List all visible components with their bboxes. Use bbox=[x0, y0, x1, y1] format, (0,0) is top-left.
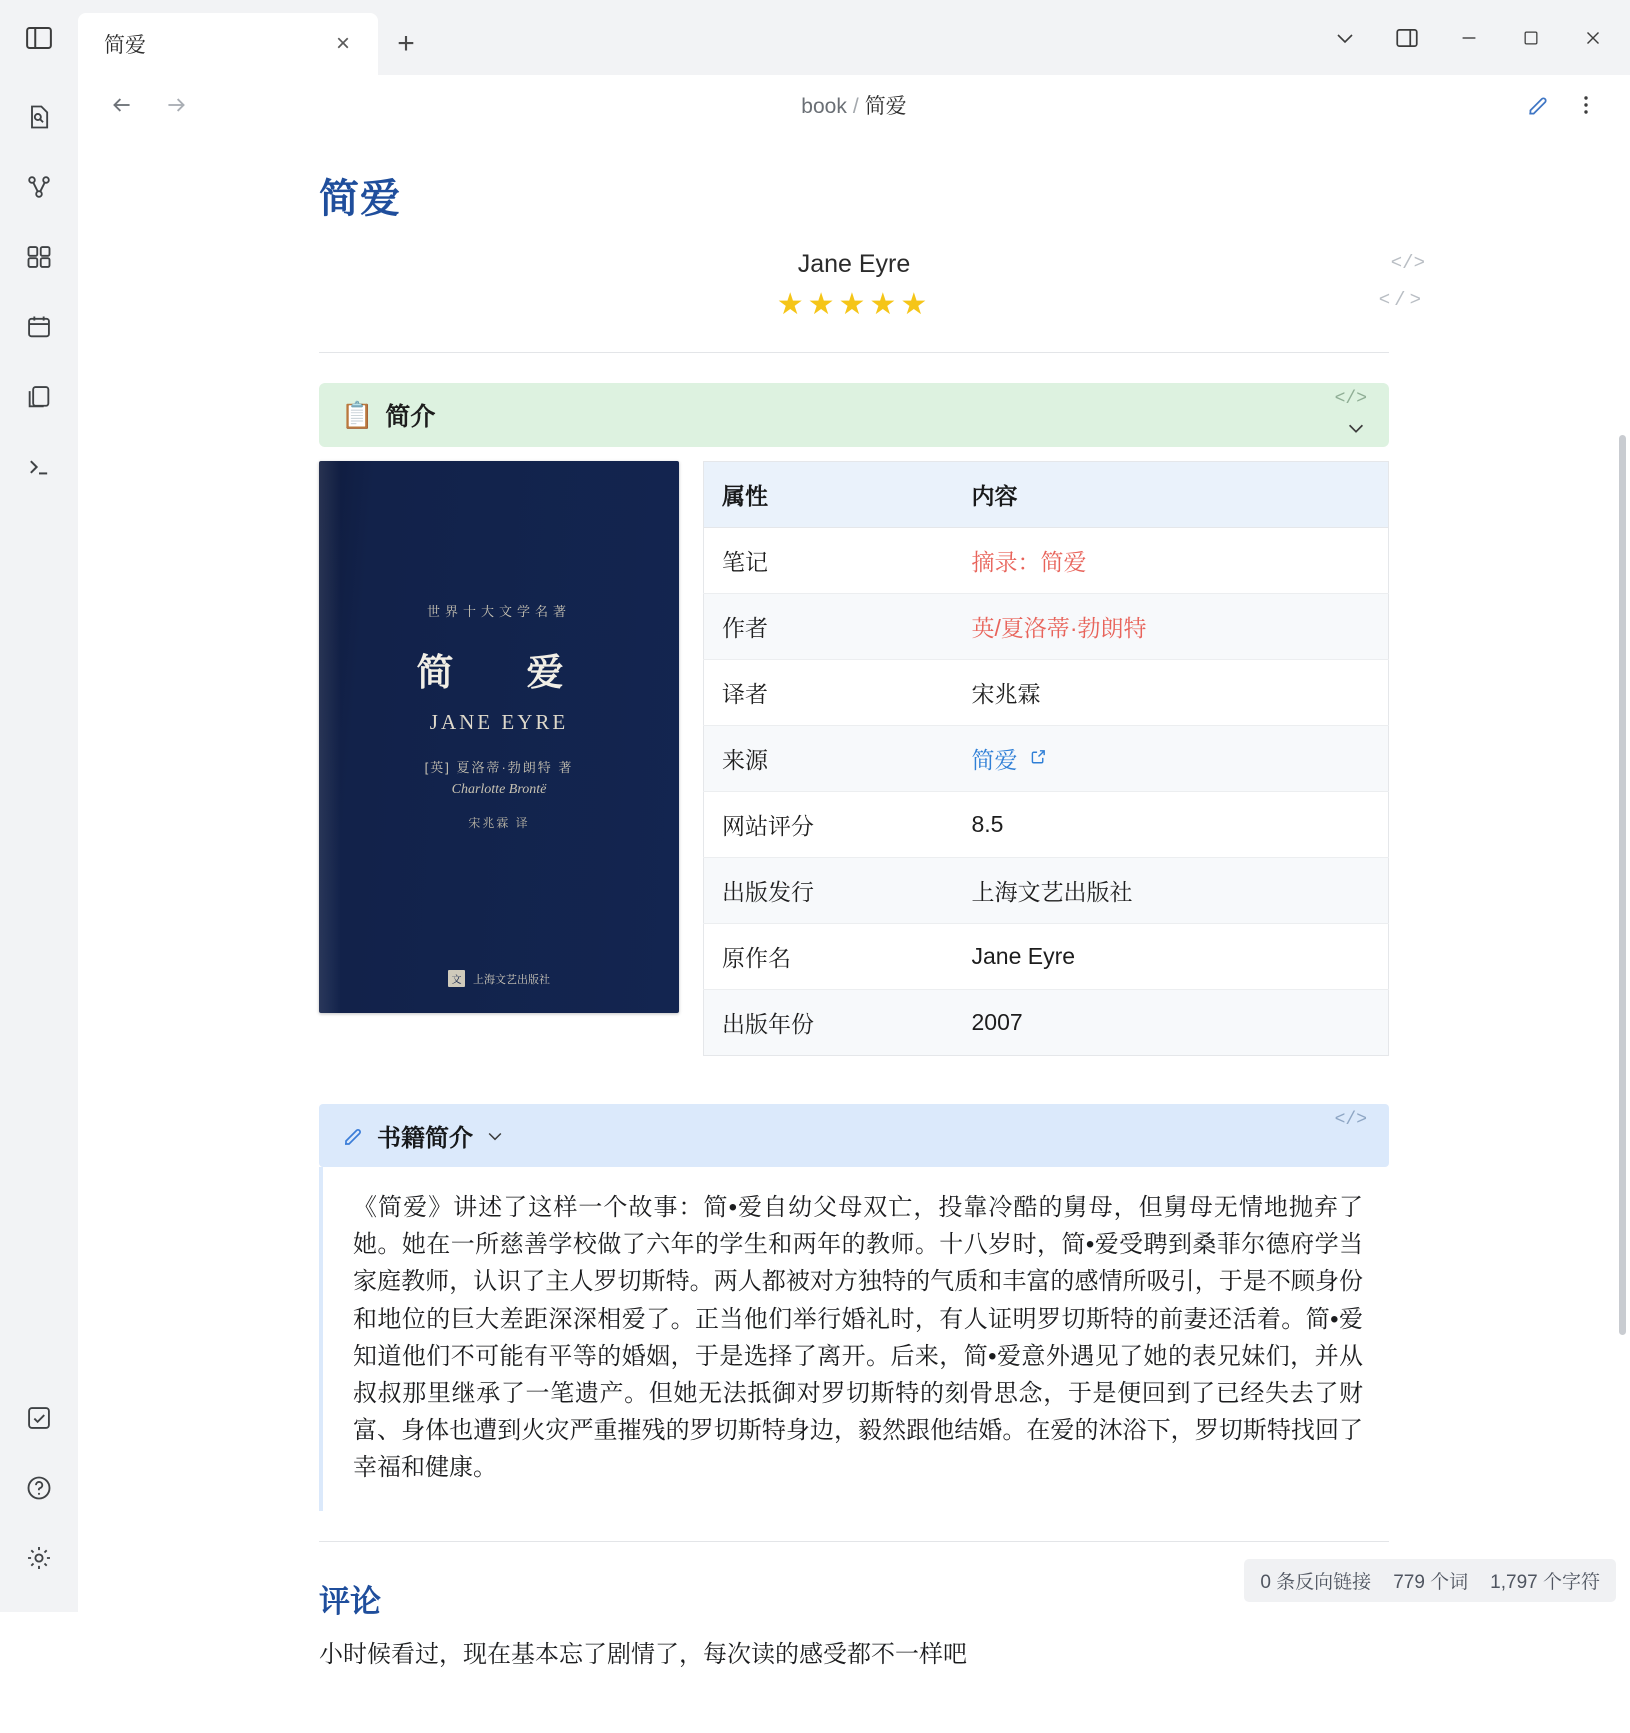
plus-icon[interactable]: + bbox=[397, 27, 415, 60]
forward-button[interactable] bbox=[154, 83, 198, 127]
table-row bbox=[704, 726, 1389, 792]
note-link[interactable]: 摘录：简爱 bbox=[971, 549, 1087, 575]
document-scroll-area[interactable] bbox=[78, 135, 1630, 1733]
layout-panel-icon[interactable] bbox=[1376, 7, 1438, 69]
tab-jane-eyre[interactable] bbox=[78, 13, 378, 75]
table-row bbox=[704, 924, 1389, 990]
document bbox=[289, 135, 1425, 1733]
sidebar-toggle-button[interactable] bbox=[0, 0, 78, 75]
comments-title: 评论 bbox=[319, 1583, 381, 1619]
more-options-icon[interactable] bbox=[1564, 83, 1608, 127]
cover-author-cn: [英] 夏洛蒂·勃朗特 著 bbox=[424, 760, 574, 775]
table-cell-value bbox=[954, 726, 1389, 792]
table-cell-value: 2007 bbox=[971, 1009, 1023, 1035]
window-controls bbox=[1314, 0, 1630, 75]
status-bar bbox=[1244, 1559, 1616, 1602]
pencil-icon bbox=[341, 1124, 365, 1148]
back-button[interactable] bbox=[100, 83, 144, 127]
table-row bbox=[704, 528, 1389, 594]
subtitle-line bbox=[319, 250, 1425, 279]
settings-icon[interactable] bbox=[11, 1530, 67, 1586]
table-cell-key: 笔记 bbox=[704, 528, 954, 594]
comment-item: 小时候看过，现在基本忘了剧情了，每次读的感受都不一样吧 bbox=[319, 1640, 967, 1668]
table-header-row bbox=[704, 462, 1389, 528]
calendar-icon[interactable] bbox=[11, 299, 67, 355]
documents-icon[interactable] bbox=[11, 369, 67, 425]
code-block-tag[interactable]: </> bbox=[1390, 252, 1425, 274]
book-info-row bbox=[319, 461, 1389, 1056]
terminal-icon[interactable] bbox=[11, 439, 67, 495]
cover-title-en: JANE EYRE bbox=[429, 710, 569, 734]
table-row bbox=[704, 594, 1389, 660]
table-cell-value: Jane Eyre bbox=[954, 924, 1389, 990]
subtitle: Jane Eyre bbox=[797, 250, 911, 278]
callout-desc-title: 书籍简介 bbox=[377, 1125, 473, 1152]
graph-icon[interactable] bbox=[11, 159, 67, 215]
publisher-mark-icon: 文 bbox=[448, 970, 465, 987]
close-icon[interactable]: × bbox=[335, 30, 350, 57]
breadcrumb-current[interactable]: 简爱 bbox=[864, 95, 907, 118]
callout-book-description[interactable] bbox=[319, 1104, 1389, 1167]
author-link[interactable]: 英/夏洛蒂·勃朗特 bbox=[971, 615, 1147, 641]
divider-2 bbox=[319, 1541, 1389, 1542]
clipboard-icon: 📋 bbox=[341, 399, 374, 430]
table-cell-value: 上海文艺出版社 bbox=[954, 858, 1389, 924]
page-title: 简爱 bbox=[319, 177, 401, 221]
cover-author-en: Charlotte Brontë bbox=[451, 782, 547, 797]
cover-title-cn: 简 爱 bbox=[416, 653, 582, 694]
table-cell-key: 译者 bbox=[704, 660, 954, 726]
char-count: 1,797 个字符 bbox=[1490, 1572, 1600, 1593]
tab-strip bbox=[78, 0, 434, 75]
table-cell-key: 网站评分 bbox=[704, 792, 954, 858]
help-icon[interactable] bbox=[11, 1460, 67, 1516]
cover-publisher-name: 上海文艺出版社 bbox=[473, 973, 550, 986]
document-header bbox=[78, 75, 1630, 135]
stars-glyphs: ★★★★★ bbox=[776, 288, 932, 321]
metadata-table bbox=[703, 461, 1389, 1056]
breadcrumb-parent[interactable]: book bbox=[801, 95, 847, 118]
code-block-tag-3[interactable]: </> bbox=[1334, 389, 1367, 409]
edit-icon[interactable] bbox=[1516, 83, 1560, 127]
main-content bbox=[78, 75, 1630, 1668]
external-link-icon[interactable] bbox=[1030, 748, 1047, 770]
table-cell-value: 宋兆霖 bbox=[954, 660, 1389, 726]
callout-intro[interactable] bbox=[319, 383, 1389, 447]
title-bar bbox=[0, 0, 1630, 75]
backlinks-count[interactable]: 0 条反向链接 bbox=[1260, 1572, 1372, 1593]
app-body bbox=[0, 75, 1630, 1668]
chevron-down-icon-callout[interactable] bbox=[1345, 417, 1367, 439]
card-icon[interactable] bbox=[11, 229, 67, 285]
table-cell-key: 来源 bbox=[704, 726, 954, 792]
chevron-down-icon[interactable] bbox=[1314, 7, 1376, 69]
book-cover-image bbox=[319, 461, 679, 1013]
book-description-text: 《简爱》讲述了这样一个故事：简•爱自幼父母双亡，投靠冷酷的舅母，但舅母无情地抛弃了她。她在一所慈善学校做了六年的学生和两年的教师。十八岁时，简•爱受聘到桑菲尔德府学当家庭教师，认识了主人罗切斯特。两人都被对方独特的气质和丰富的感情所吸引，于是不顾身份和地位的巨大差距深深相爱了。正当他们举行婚礼时，有人证明罗切斯特的前妻还活着。简•爱知道他们不可能有平等的婚姻，于是选择了离开。后来，简•爱意外遇见了她的表兄妹们，并从叔叔那里继承了一笔遗产。但她无法抵御对罗切斯特的刻骨思念，于是便回到了已经失去了财富、身体也遭到火灾严重摧残的罗切斯特身边，毅然跟他结婚。在爱的沐浴下，罗切斯特找回了幸福和健康。 bbox=[319, 1167, 1389, 1511]
callout-intro-title: 简介 bbox=[385, 403, 436, 431]
cover-translator: 宋兆霖 译 bbox=[468, 816, 530, 830]
close-window-button[interactable] bbox=[1562, 7, 1624, 69]
code-block-tag-2[interactable]: </> bbox=[1378, 289, 1425, 311]
divider bbox=[319, 352, 1389, 353]
table-row bbox=[704, 792, 1389, 858]
breadcrumb bbox=[78, 90, 1630, 120]
table-cell-key: 作者 bbox=[704, 594, 954, 660]
table-cell-value bbox=[954, 528, 1389, 594]
cover-series: 世界十大文学名著 bbox=[426, 604, 571, 619]
tab-label: 简爱 bbox=[104, 34, 146, 57]
chevron-down-icon-desc[interactable] bbox=[485, 1126, 505, 1146]
table-row bbox=[704, 990, 1389, 1056]
table-cell-value: 8.5 bbox=[954, 792, 1389, 858]
table-cell-key: 出版年份 bbox=[722, 1011, 814, 1037]
table-cell-key: 出版发行 bbox=[704, 858, 954, 924]
inbox-icon[interactable] bbox=[11, 1390, 67, 1446]
minimize-button[interactable] bbox=[1438, 7, 1500, 69]
maximize-button[interactable] bbox=[1500, 7, 1562, 69]
table-row bbox=[704, 858, 1389, 924]
table-cell-key: 原作名 bbox=[704, 924, 954, 990]
rating-stars bbox=[319, 287, 1425, 322]
table-cell-value bbox=[954, 594, 1389, 660]
left-sidebar bbox=[0, 75, 78, 1612]
table-header-key: 属性 bbox=[704, 462, 954, 528]
table-header-value: 内容 bbox=[954, 462, 1389, 528]
source-link[interactable]: 简爱 bbox=[971, 747, 1018, 773]
code-block-tag-4[interactable]: </> bbox=[1334, 1110, 1367, 1130]
table-row bbox=[704, 660, 1389, 726]
breadcrumb-separator: / bbox=[852, 95, 859, 118]
search-doc-icon[interactable] bbox=[11, 89, 67, 145]
vertical-scrollbar[interactable] bbox=[1619, 435, 1626, 1335]
cover-publisher bbox=[319, 970, 679, 987]
word-count: 779 个词 bbox=[1393, 1572, 1469, 1593]
